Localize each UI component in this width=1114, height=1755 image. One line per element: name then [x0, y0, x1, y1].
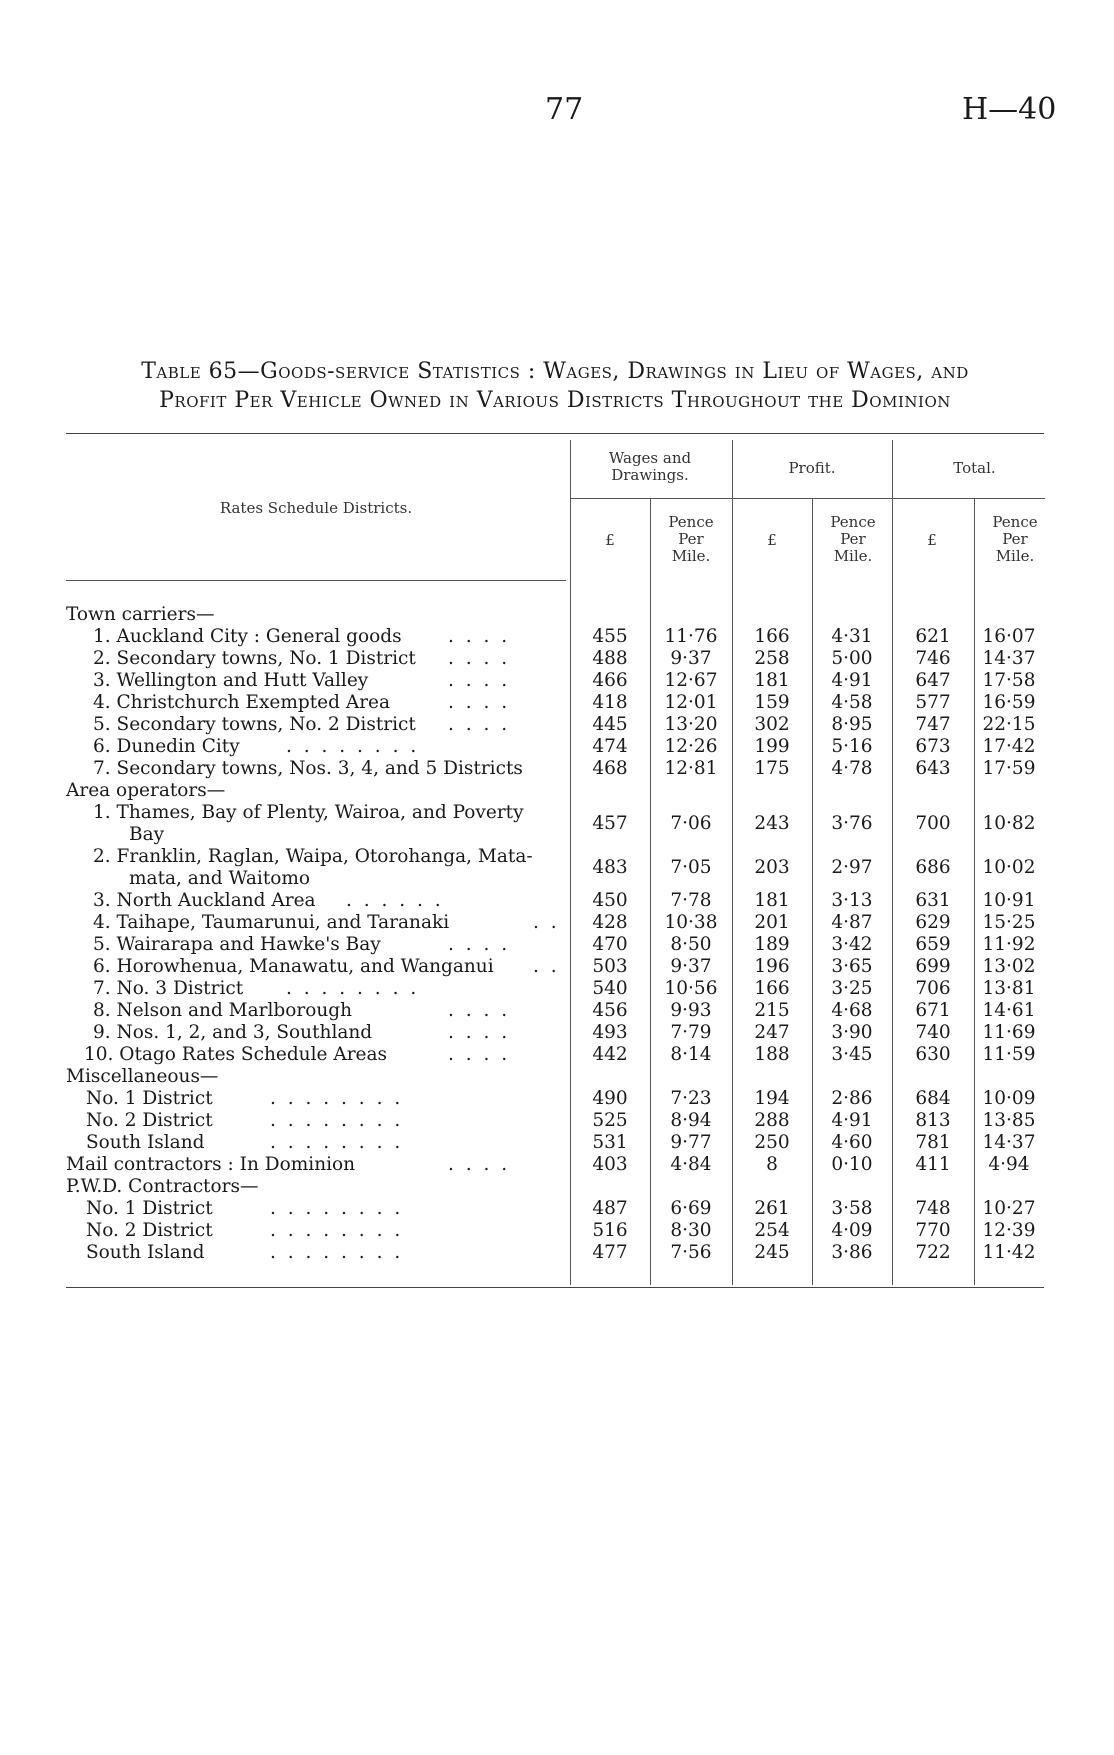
- row-label: No. 1 District: [86, 1198, 213, 1219]
- table-cell: 3·58: [831, 1198, 873, 1219]
- table-cell: 442: [592, 1044, 628, 1065]
- table-cell: 11·59: [982, 1044, 1036, 1065]
- table-row: [0, 890, 1114, 912]
- table-cell: 5·16: [831, 736, 873, 757]
- table-cell: 748: [915, 1198, 951, 1219]
- table-cell: 411: [915, 1154, 951, 1175]
- leader-dots: . . . .: [448, 934, 511, 955]
- row-label: 2. Franklin, Raglan, Waipa, Otorohanga, Mata-: [93, 846, 533, 867]
- table-cell: 2·97: [831, 857, 873, 878]
- table-cell: 3·13: [831, 890, 873, 911]
- table-cell: 12·67: [664, 670, 718, 691]
- table-cell: 3·45: [831, 1044, 873, 1065]
- table-cell: 9·77: [670, 1132, 712, 1153]
- table-cell: 12·01: [664, 692, 718, 713]
- table-cell: 7·05: [670, 857, 712, 878]
- table-cell: 4·58: [831, 692, 873, 713]
- row-label: No. 2 District: [86, 1220, 213, 1241]
- leader-dots: . . . . . . . .: [270, 1110, 404, 1131]
- leader-dots: . . . . . . . .: [270, 1088, 404, 1109]
- section-heading: [0, 780, 1114, 802]
- table-cell: 17·59: [982, 758, 1036, 779]
- table-cell: 3·42: [831, 934, 873, 955]
- table-cell: 7·79: [670, 1022, 712, 1043]
- table-cell: 488: [592, 648, 628, 669]
- table-cell: 12·26: [664, 736, 718, 757]
- table-cell: 166: [754, 978, 790, 999]
- table-cell: 194: [754, 1088, 790, 1109]
- table-row: [0, 670, 1114, 692]
- table-cell: 166: [754, 626, 790, 647]
- row-label: South Island: [86, 1132, 205, 1153]
- table-row: [0, 692, 1114, 714]
- row-label: 10. Otago Rates Schedule Areas: [84, 1044, 388, 1065]
- table-cell: 10·27: [982, 1198, 1036, 1219]
- table-cell: 3·90: [831, 1022, 873, 1043]
- table-cell: 7·23: [670, 1088, 712, 1109]
- table-cell: 7·56: [670, 1242, 712, 1263]
- table-cell: 487: [592, 1198, 628, 1219]
- leader-dots: . .: [533, 956, 560, 977]
- table-cell: 159: [754, 692, 790, 713]
- table-row: [0, 912, 1114, 934]
- leader-dots: . . . . . .: [346, 890, 444, 911]
- table-cell: 245: [754, 1242, 790, 1263]
- leader-dots: . . . .: [448, 1154, 511, 1175]
- total-pence-header: Pence Per Mile.: [992, 513, 1038, 565]
- table-cell: 199: [754, 736, 790, 757]
- table-cell: 4·31: [831, 626, 873, 647]
- row-label: 8. Nelson and Marlborough: [93, 1000, 353, 1021]
- table-cell: 8·50: [670, 934, 712, 955]
- leader-dots: . . . .: [448, 670, 511, 691]
- table-cell: 483: [592, 857, 628, 878]
- table-cell: 647: [915, 670, 951, 691]
- table-cell: 490: [592, 1088, 628, 1109]
- table-cell: 189: [754, 934, 790, 955]
- table-cell: 403: [592, 1154, 628, 1175]
- table-cell: 11·42: [982, 1242, 1036, 1263]
- profit-group-header: Profit.: [788, 459, 836, 477]
- table-cell: 9·37: [670, 956, 712, 977]
- caption-line-2: Profit Per Vehicle Owned in Various Districts Throughout the Dominion: [159, 388, 951, 413]
- table-row-continuation: [0, 868, 1114, 890]
- table-cell: 3·65: [831, 956, 873, 977]
- table-row: [0, 736, 1114, 758]
- table-cell: 699: [915, 956, 951, 977]
- table-cell: 11·92: [982, 934, 1036, 955]
- table-cell: 531: [592, 1132, 628, 1153]
- table-cell: 22·15: [982, 714, 1036, 735]
- table-cell: 4·84: [670, 1154, 712, 1175]
- table-cell: 477: [592, 1242, 628, 1263]
- wages-pound-header: £: [605, 531, 615, 549]
- table-cell: 10·56: [664, 978, 718, 999]
- caption-line-1: Table 65—Goods-service Statistics : Wages, Drawings in Lieu of Wages, and: [141, 359, 969, 384]
- table-cell: 10·82: [982, 813, 1036, 834]
- table-cell: 14·37: [982, 1132, 1036, 1153]
- table-cell: 7·06: [670, 813, 712, 834]
- stub-header: Rates Schedule Districts.: [219, 499, 413, 517]
- profit-pence-header: Pence Per Mile.: [830, 513, 876, 565]
- row-label: 9. Nos. 1, 2, and 3, Southland: [93, 1022, 373, 1043]
- row-label: Area operators—: [66, 780, 226, 801]
- table-cell: 643: [915, 758, 951, 779]
- table-cell: 250: [754, 1132, 790, 1153]
- row-label: 5. Secondary towns, No. 2 District: [93, 714, 416, 735]
- leader-dots: . . . . . . . .: [286, 978, 420, 999]
- table-cell: 12·39: [982, 1220, 1036, 1241]
- table-row: [0, 1220, 1114, 1242]
- row-label: 4. Taihape, Taumarunui, and Taranaki: [93, 912, 450, 933]
- table-cell: 10·38: [664, 912, 718, 933]
- table-cell: 4·94: [988, 1154, 1030, 1175]
- row-label: 3. Wellington and Hutt Valley: [93, 670, 369, 691]
- table-cell: 474: [592, 736, 628, 757]
- table-cell: 17·58: [982, 670, 1036, 691]
- profit-pound-header: £: [767, 531, 777, 549]
- table-row: [0, 1154, 1114, 1176]
- table-cell: 13·85: [982, 1110, 1036, 1131]
- row-label: mata, and Waitomo: [129, 868, 311, 889]
- table-row: [0, 1088, 1114, 1110]
- table-cell: 577: [915, 692, 951, 713]
- table-cell: 4·87: [831, 912, 873, 933]
- table-cell: 8: [766, 1154, 778, 1175]
- table-cell: 4·91: [831, 1110, 873, 1131]
- table-cell: 14·61: [982, 1000, 1036, 1021]
- table-cell: 9·37: [670, 648, 712, 669]
- row-label: 7. Secondary towns, Nos. 3, 4, and 5 Districts: [93, 758, 523, 779]
- table-cell: 455: [592, 626, 628, 647]
- table-cell: 17·42: [982, 736, 1036, 757]
- table-cell: 540: [592, 978, 628, 999]
- leader-dots: . . . .: [448, 1000, 511, 1021]
- row-label: Mail contractors : In Dominion: [66, 1154, 356, 1175]
- table-cell: 781: [915, 1132, 951, 1153]
- table-cell: 746: [915, 648, 951, 669]
- table-cell: 15·25: [982, 912, 1036, 933]
- table-cell: 468: [592, 758, 628, 779]
- table-cell: 201: [754, 912, 790, 933]
- table-cell: 722: [915, 1242, 951, 1263]
- table-cell: 11·76: [664, 626, 718, 647]
- table-cell: 13·02: [982, 956, 1036, 977]
- table-cell: 196: [754, 956, 790, 977]
- table-cell: 673: [915, 736, 951, 757]
- table-cell: 770: [915, 1220, 951, 1241]
- row-label: Bay: [129, 824, 165, 845]
- table-cell: 4·60: [831, 1132, 873, 1153]
- table-cell: 503: [592, 956, 628, 977]
- row-label: 4. Christchurch Exempted Area: [93, 692, 391, 713]
- row-label: 6. Horowhenua, Manawatu, and Wanganui: [93, 956, 494, 977]
- table-cell: 706: [915, 978, 951, 999]
- table-cell: 254: [754, 1220, 790, 1241]
- table-cell: 445: [592, 714, 628, 735]
- table-row: [0, 626, 1114, 648]
- table-cell: 740: [915, 1022, 951, 1043]
- leader-dots: . . . . . . . .: [270, 1220, 404, 1241]
- row-label: 1. Thames, Bay of Plenty, Wairoa, and Poverty: [93, 802, 524, 823]
- leader-dots: . . . .: [448, 1044, 511, 1065]
- table-cell: 631: [915, 890, 951, 911]
- table-row: [0, 1000, 1114, 1022]
- section-heading: [0, 1176, 1114, 1198]
- table-row: [0, 758, 1114, 780]
- leader-dots: . . . .: [448, 648, 511, 669]
- table-cell: 3·86: [831, 1242, 873, 1263]
- table-row: [0, 1110, 1114, 1132]
- table-cell: 686: [915, 857, 951, 878]
- table-cell: 629: [915, 912, 951, 933]
- table-cell: 2·86: [831, 1088, 873, 1109]
- row-label: 2. Secondary towns, No. 1 District: [93, 648, 416, 669]
- row-label: 7. No. 3 District: [93, 978, 244, 999]
- row-label: No. 2 District: [86, 1110, 213, 1131]
- table-row-continuation: [0, 824, 1114, 846]
- table-cell: 456: [592, 1000, 628, 1021]
- table-row: [0, 1198, 1114, 1220]
- table-row: [0, 978, 1114, 1000]
- table-cell: 418: [592, 692, 628, 713]
- table-cell: 4·09: [831, 1220, 873, 1241]
- table-cell: 747: [915, 714, 951, 735]
- table-cell: 8·14: [670, 1044, 712, 1065]
- leader-dots: . .: [533, 912, 560, 933]
- row-label: Miscellaneous—: [66, 1066, 219, 1087]
- table-cell: 671: [915, 1000, 951, 1021]
- row-label: 1. Auckland City : General goods: [93, 626, 402, 647]
- section-heading: [0, 604, 1114, 626]
- table-cell: 175: [754, 758, 790, 779]
- leader-dots: . . . .: [448, 714, 511, 735]
- table-cell: 6·69: [670, 1198, 712, 1219]
- table-row: [0, 1242, 1114, 1264]
- table-row: [0, 1132, 1114, 1154]
- table-cell: 13·81: [982, 978, 1036, 999]
- table-row: [0, 802, 1114, 834]
- table-cell: 3·25: [831, 978, 873, 999]
- table-cell: 258: [754, 648, 790, 669]
- table-cell: 215: [754, 1000, 790, 1021]
- table-cell: 659: [915, 934, 951, 955]
- table-cell: 288: [754, 1110, 790, 1131]
- table-row: [0, 714, 1114, 736]
- table-cell: 7·78: [670, 890, 712, 911]
- table-cell: 11·69: [982, 1022, 1036, 1043]
- row-label: 6. Dunedin City: [93, 736, 240, 757]
- leader-dots: . . . .: [448, 692, 511, 713]
- leader-dots: . . . . . . . .: [270, 1242, 404, 1263]
- leader-dots: . . . . . . . .: [270, 1198, 404, 1219]
- table-caption: [60, 357, 1050, 415]
- leader-dots: . . . .: [448, 626, 511, 647]
- row-label: 3. North Auckland Area: [93, 890, 316, 911]
- table-cell: 470: [592, 934, 628, 955]
- table-cell: 4·68: [831, 1000, 873, 1021]
- row-label: 5. Wairarapa and Hawke's Bay: [93, 934, 381, 955]
- table-cell: 493: [592, 1022, 628, 1043]
- table-cell: 10·09: [982, 1088, 1036, 1109]
- table-bottom-rule: [66, 1287, 1044, 1288]
- table-cell: 457: [592, 813, 628, 834]
- leader-dots: . . . . . . . .: [286, 736, 420, 757]
- table-cell: 16·07: [982, 626, 1036, 647]
- table-cell: 3·76: [831, 813, 873, 834]
- table-cell: 621: [915, 626, 951, 647]
- table-row: [0, 934, 1114, 956]
- table-cell: 684: [915, 1088, 951, 1109]
- row-label: South Island: [86, 1242, 205, 1263]
- table-cell: 4·78: [831, 758, 873, 779]
- table-cell: 450: [592, 890, 628, 911]
- row-label: No. 1 District: [86, 1088, 213, 1109]
- page-number: 77: [545, 92, 584, 127]
- table-cell: 261: [754, 1198, 790, 1219]
- table-cell: 630: [915, 1044, 951, 1065]
- table-cell: 10·02: [982, 857, 1036, 878]
- table-cell: 14·37: [982, 648, 1036, 669]
- wages-group-header: Wages and Drawings.: [608, 449, 692, 484]
- table-cell: 16·59: [982, 692, 1036, 713]
- table-top-rule: [66, 433, 1044, 434]
- table-row: [0, 648, 1114, 670]
- table-cell: 525: [592, 1110, 628, 1131]
- table-cell: 8·95: [831, 714, 873, 735]
- table-cell: 12·81: [664, 758, 718, 779]
- table-row: [0, 1044, 1114, 1066]
- row-label: P.W.D. Contractors—: [66, 1176, 259, 1197]
- leader-dots: . . . .: [448, 1022, 511, 1043]
- table-cell: 13·20: [664, 714, 718, 735]
- table-cell: 203: [754, 857, 790, 878]
- document-code: H—40: [962, 92, 1057, 127]
- section-heading: [0, 1066, 1114, 1088]
- table-cell: 181: [754, 670, 790, 691]
- table-cell: 8·30: [670, 1220, 712, 1241]
- row-label: Town carriers—: [66, 604, 215, 625]
- total-group-header: Total.: [953, 459, 996, 477]
- table-cell: 5·00: [831, 648, 873, 669]
- table-cell: 188: [754, 1044, 790, 1065]
- table-cell: 247: [754, 1022, 790, 1043]
- table-cell: 181: [754, 890, 790, 911]
- leader-dots: . . . . . . . .: [270, 1132, 404, 1153]
- table-cell: 813: [915, 1110, 951, 1131]
- header-bottom-rule-stub: [66, 580, 566, 581]
- table-cell: 700: [915, 813, 951, 834]
- wages-pence-header: Pence Per Mile.: [668, 513, 714, 565]
- table-cell: 302: [754, 714, 790, 735]
- table-row: [0, 846, 1114, 878]
- table-cell: 4·91: [831, 670, 873, 691]
- table-cell: 243: [754, 813, 790, 834]
- table-row: [0, 1022, 1114, 1044]
- total-pound-header: £: [927, 531, 937, 549]
- table-cell: 516: [592, 1220, 628, 1241]
- table-cell: 8·94: [670, 1110, 712, 1131]
- table-row: [0, 956, 1114, 978]
- table-cell: 10·91: [982, 890, 1036, 911]
- table-cell: 0·10: [831, 1154, 873, 1175]
- table-cell: 428: [592, 912, 628, 933]
- table-cell: 466: [592, 670, 628, 691]
- table-cell: 9·93: [670, 1000, 712, 1021]
